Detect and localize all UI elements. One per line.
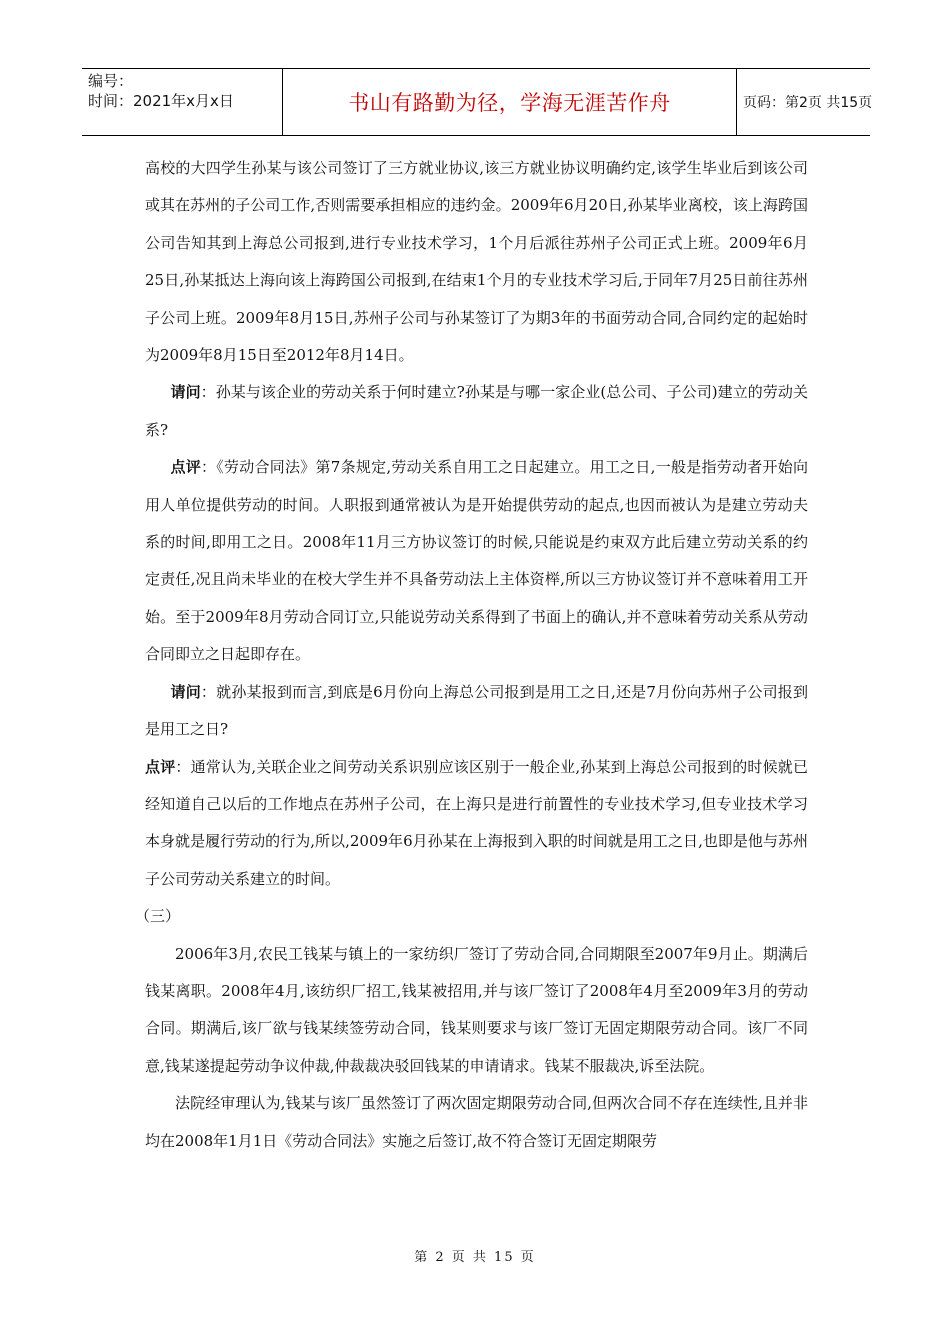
comment-1 (145, 449, 808, 673)
paragraph-case-3: 2006年3月,农民工钱某与镇上的一家纺织厂签订了劳动合同,合同期限至2007年9月止。期满后钱某离职。2008年4月,该纺织厂招工,钱某被招用,并与该厂签订了2008年4月至2009年3月的劳动合同。期满后,该厂欲与钱某续签劳动合同，钱某则要求与该厂签订无固定期限劳动合同。该厂不同意,钱某遂提起劳动争议仲裁,仲裁裁决驳回钱某的申请请求。钱某不服裁决,诉至法院。 (145, 944, 808, 1075)
header-date: 时间：2021年x月x日 (88, 92, 234, 110)
comment-label: 点评 (170, 458, 202, 477)
comment-label: 点评 (145, 757, 176, 776)
paragraph-court-ruling: 法院经审理认为,钱某与该厂虽然签订了两次固定期限劳动合同,但两次合同不存在连续性,且并非均在2008年1月1日《劳动合同法》实施之后签订,故不符合签订无固定期限劳 (145, 1094, 808, 1150)
comment-2 (145, 749, 808, 899)
section-heading-3: （三） (135, 907, 181, 926)
paragraph-case-background: 高校的大四学生孙某与该公司签订了三方就业协议,该三方就业协议明确约定,该学生毕业后到该公司或其在苏州的子公司工作,否则需要承担相应的违约金。2009年6月20日,孙某毕业离校，该上海跨国公司告知其到上海总公司报到,进行专业技术学习，1个月后派往苏州子公司正式上班。2009年6月25日,孙某抵达上海向该上海跨国公司报到,在结束1个月的专业技术学习后,于同年7月25日前往苏州子公司上班。2009年8月15日,苏州子公司与孙某签订了为期3年的书面劳动合同,合同约定的起始时为2009年8月15日至2012年8月14日。 (145, 159, 808, 365)
page-footer: 第 2 页 共 15 页 (414, 1250, 536, 1265)
comment-text: ：《劳动合同法》第7条规定,劳动关系自用工之日起建立。用工之日,一般是指劳动者开始向用人单位提供劳动的时间。人职报到通常被认为是开始提供劳动的起点,也因而被认为是建立劳动夫系的时间,即用工之日。2008年11月三方协议签订的时候,只能说是约束双方此后建立劳动关系的约定责任,况且尚未毕业的在校大学生并不具备劳动法上主体资榉,所以三方协议签订并不意味着用工开始。至于2009年8月劳动合同订立,只能说劳动关系得到了书面上的确认,并不意味着劳动关系从劳动合同即立之日起即存在。 (145, 458, 808, 664)
comment-text: ：通常认为,关联企业之间劳动关系识别应该区别于一般企业,孙某到上海总公司报到的时候就已经知道自己以后的工作地点在苏州子公司，在上海只是进行前置性的专业技术学习,但专业技术学习本身就是履行劳动的行为,所以,2009年6月孙某在上海报到入职的时间就是用工之日,也即是他与苏州子公司劳动关系建立的时间。 (145, 757, 808, 888)
header-number: 编号： (88, 72, 134, 90)
header-motto: 书山有路勤为径，学海无涯苦作舟 (282, 69, 737, 135)
question-label: 请问 (170, 682, 201, 701)
document-body (135, 150, 808, 1160)
question-text: ：就孙某报到而言,到底是6月份向上海总公司报到是用工之日,还是7月份向苏州子公司报到是用工之日? (145, 682, 808, 739)
question-label: 请问 (170, 383, 201, 402)
question-text: ：孙某与该企业的劳动关系于何时建立?孙某是与哪一家企业(总公司、子公司)建立的劳动关系? (145, 383, 808, 439)
question-1 (145, 374, 808, 449)
header-page-number: 页码：第2页 共15页 (743, 95, 873, 111)
page-header (82, 68, 873, 136)
question-2 (145, 674, 808, 749)
header-meta (82, 69, 282, 135)
